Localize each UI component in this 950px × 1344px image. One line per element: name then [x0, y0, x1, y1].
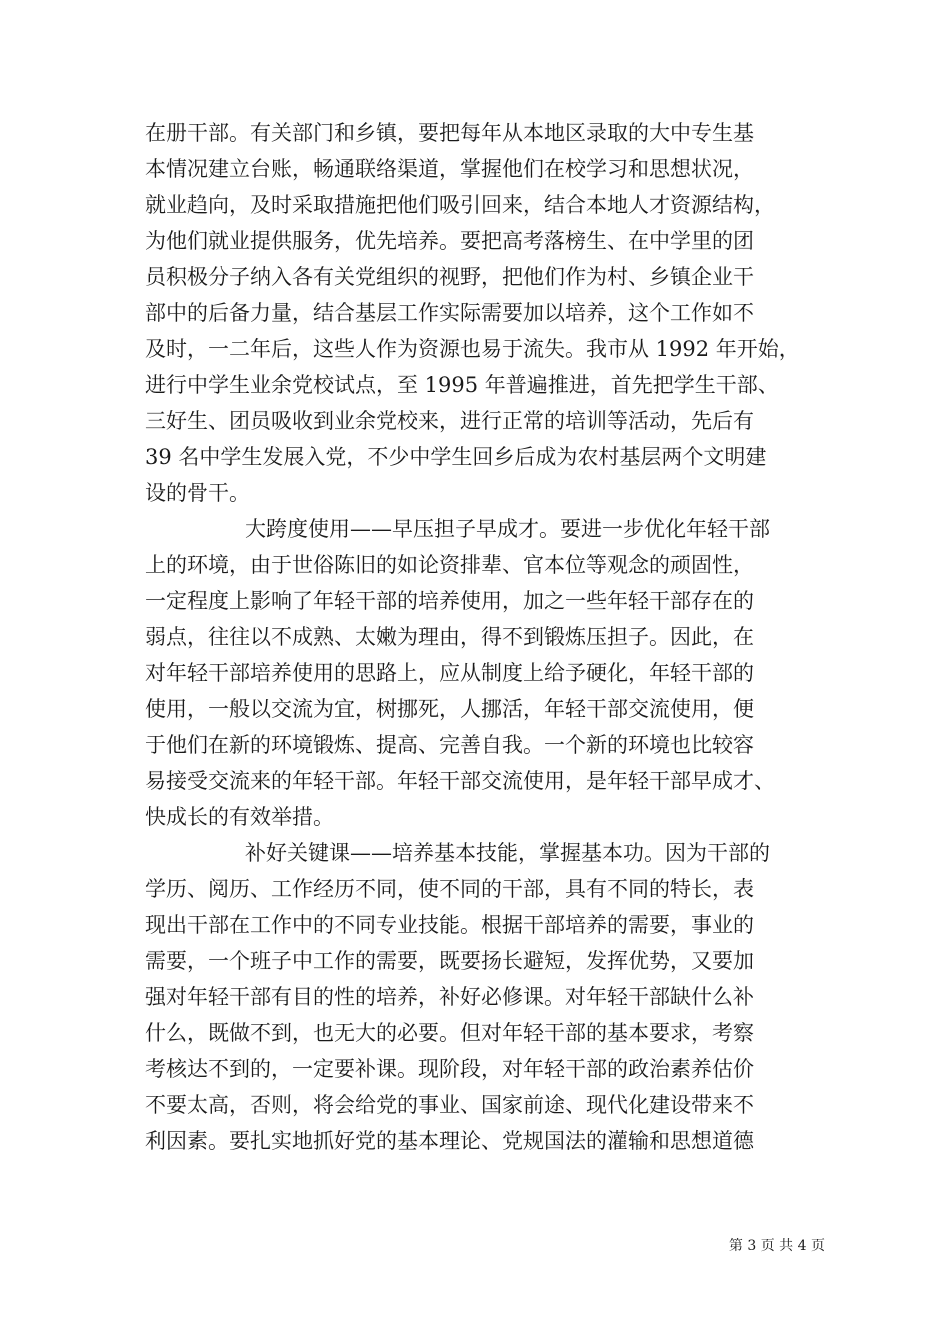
text-line: 39 名中学生发展入党，不少中学生回乡后成为农村基层两个文明建	[145, 445, 767, 469]
text-line: 现出干部在工作中的不同专业技能。根据干部培养的需要，事业的	[145, 913, 754, 937]
text-line: 什么，既做不到，也无大的必要。但对年轻干部的基本要求，考察	[145, 1021, 754, 1045]
text-line: 一定程度上影响了年轻干部的培养使用，加之一些年轻干部存在的	[145, 589, 754, 613]
text-line: 及时，一二年后，这些人作为资源也易于流失。我市从 1992 年开始，	[145, 337, 800, 361]
text-line: 使用，一般以交流为宜，树挪死，人挪活，年轻干部交流使用，便	[145, 697, 754, 721]
text-line: 进行中学生业余党校试点，至 1995 年普遍推进，首先把学生干部、	[145, 373, 779, 397]
text-line: 强对年轻干部有目的性的培养，补好必修课。对年轻干部缺什么补	[145, 985, 754, 1009]
text-line: 本情况建立台账，畅通联络渠道，掌握他们在校学习和思想状况，	[145, 157, 754, 181]
text-line: 员积极分子纳入各有关党组织的视野，把他们作为村、乡镇企业干	[145, 265, 754, 289]
paragraph-first-line: 大跨度使用——早压担子早成才。要进一步优化年轻干部	[245, 517, 770, 541]
text-line: 快成长的有效举措。	[145, 805, 334, 829]
paragraph-first-line: 补好关键课——培养基本技能，掌握基本功。因为干部的	[245, 841, 770, 865]
text-line: 考核达不到的，一定要补课。现阶段，对年轻干部的政治素养估价	[145, 1057, 754, 1081]
text-line: 不要太高，否则，将会给党的事业、国家前途、现代化建设带来不	[145, 1093, 754, 1117]
text-line: 在册干部。有关部门和乡镇，要把每年从本地区录取的大中专生基	[145, 121, 754, 145]
text-line: 学历、阅历、工作经历不同，使不同的干部，具有不同的特长，表	[145, 877, 754, 901]
text-line: 于他们在新的环境锻炼、提高、完善自我。一个新的环境也比较容	[145, 733, 754, 757]
text-line: 需要，一个班子中工作的需要，既要扬长避短，发挥优势，又要加	[145, 949, 754, 973]
text-line: 三好生、团员吸收到业余党校来，进行正常的培训等活动，先后有	[145, 409, 754, 433]
text-line: 弱点，往往以不成熟、太嫩为理由，得不到锻炼压担子。因此，在	[145, 625, 754, 649]
text-line: 部中的后备力量，结合基层工作实际需要加以培养，这个工作如不	[145, 301, 754, 325]
page-number: 第 3 页 共 4 页	[728, 1238, 825, 1254]
text-line: 设的骨干。	[145, 481, 250, 505]
text-line: 对年轻干部培养使用的思路上，应从制度上给予硬化，年轻干部的	[145, 661, 754, 685]
text-line: 易接受交流来的年轻干部。年轻干部交流使用，是年轻干部早成才、	[145, 769, 775, 793]
text-line: 上的环境，由于世俗陈旧的如论资排辈、官本位等观念的顽固性，	[145, 553, 754, 577]
text-line: 利因素。要扎实地抓好党的基本理论、党规国法的灌输和思想道德	[145, 1129, 754, 1153]
text-line: 为他们就业提供服务，优先培养。要把高考落榜生、在中学里的团	[145, 229, 754, 253]
text-line: 就业趋向，及时采取措施把他们吸引回来，结合本地人才资源结构，	[145, 193, 775, 217]
